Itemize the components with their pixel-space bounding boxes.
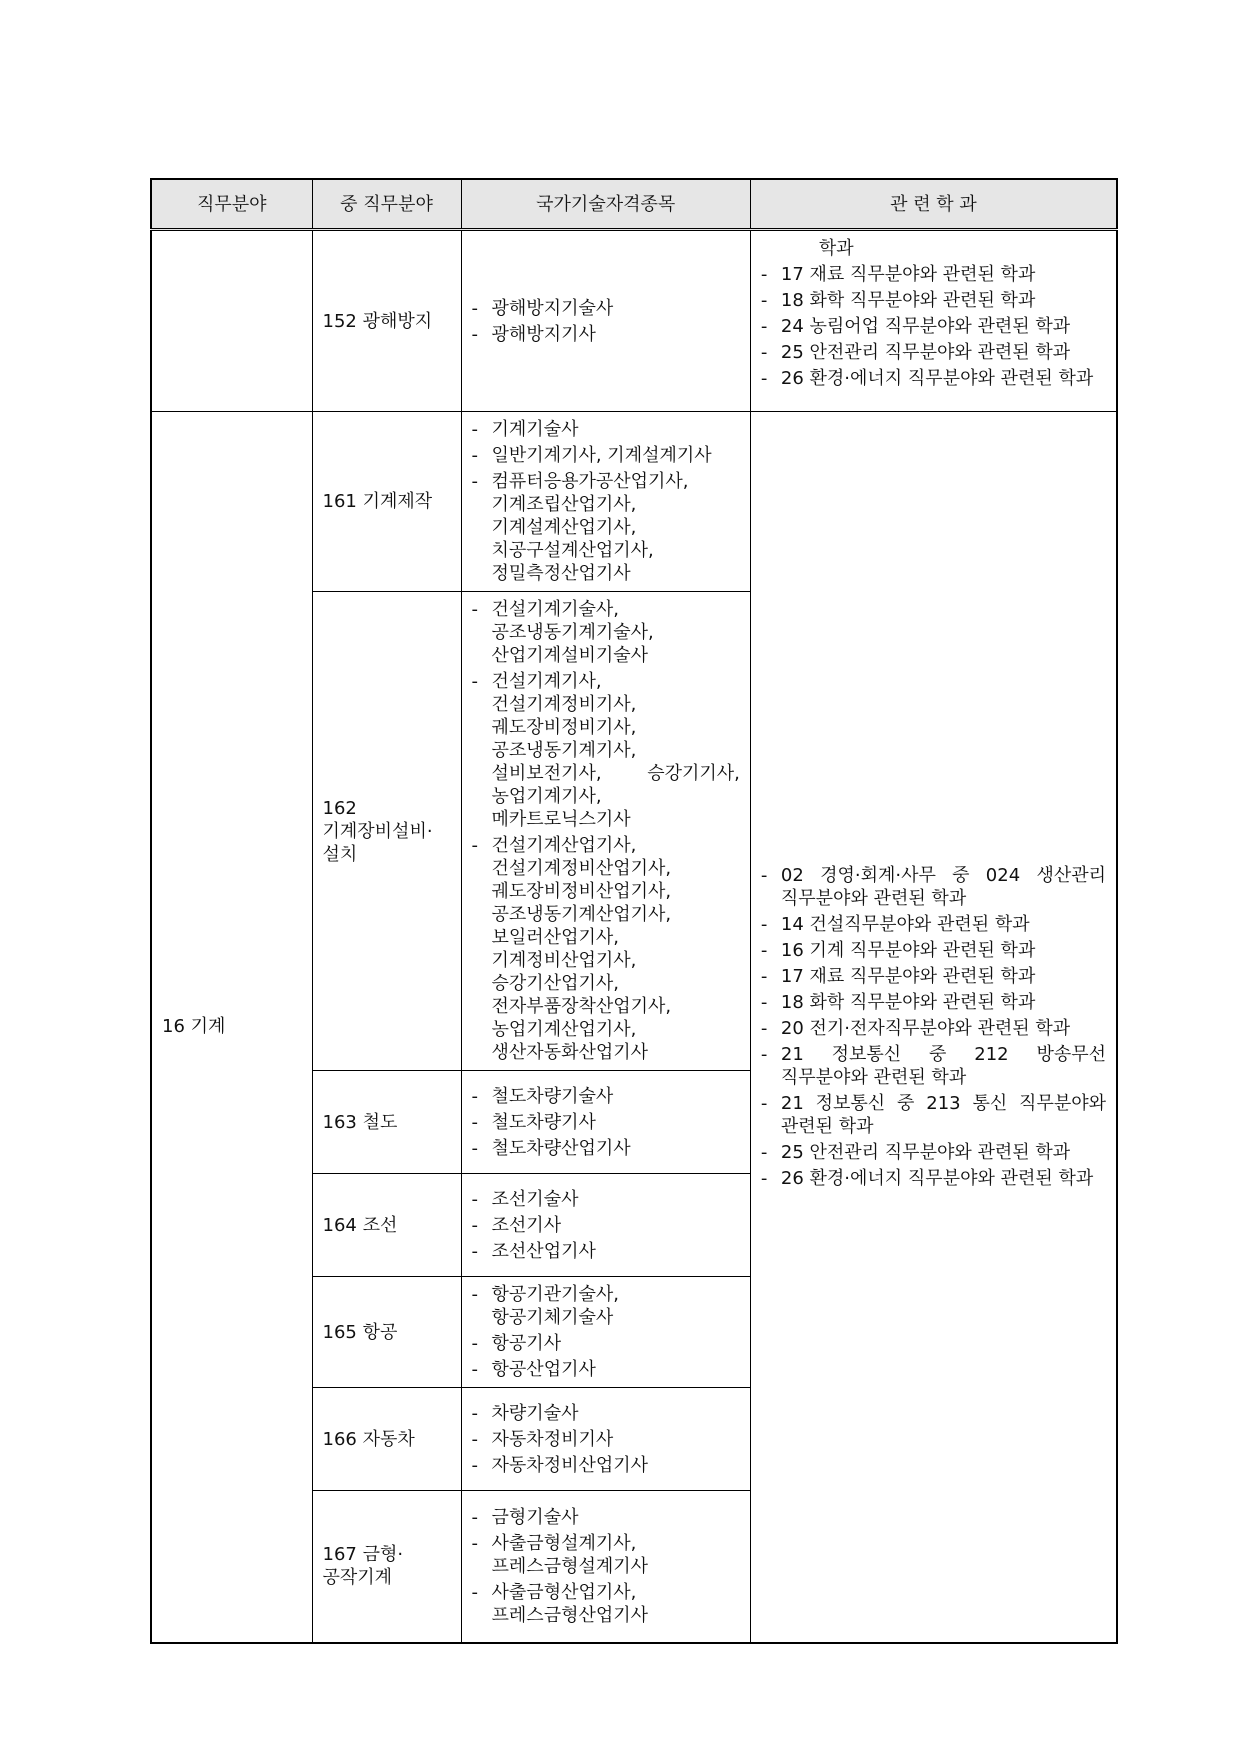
- qualifications-cell: [461, 1277, 750, 1388]
- list-item: - 항공기사: [472, 1332, 740, 1355]
- qualification-table: [150, 178, 1118, 1644]
- header-mid-field: 중 직무분야: [312, 179, 461, 230]
- header-related-depts: 관 련 학 과: [750, 179, 1117, 230]
- qualifications-cell: [461, 412, 750, 592]
- qualifications-cell: [461, 230, 750, 412]
- header-row: [151, 179, 1117, 230]
- mid-field-cell: 162 기계장비설비·설치: [312, 592, 461, 1071]
- related-depts-cell: [750, 412, 1117, 1643]
- list-item: - 건설기계기술사, 공조냉동기계기술사, 산업기계설비기술사: [472, 598, 740, 667]
- list-item: - 24 농림어업 직무분야와 관련된 학과: [761, 315, 1106, 338]
- related-depts-cell: [750, 230, 1117, 412]
- list-item: - 광해방지기사: [472, 323, 740, 346]
- qualifications-cell: [461, 1071, 750, 1174]
- list-item: - 21 정보통신 중 212 방송무선 직무분야와 관련된 학과: [761, 1043, 1106, 1089]
- list-item: - 자동차정비산업기사: [472, 1454, 740, 1477]
- list-item: - 26 환경·에너지 직무분야와 관련된 학과: [761, 1167, 1106, 1190]
- job-field-cell: 16 기계: [151, 412, 312, 1643]
- list-item: - 금형기술사: [472, 1506, 740, 1529]
- list-item: - 조선기사: [472, 1214, 740, 1237]
- list-item: - 사출금형설계기사, 프레스금형설계기사: [472, 1532, 740, 1578]
- mid-field-cell: 166 자동차: [312, 1388, 461, 1491]
- list-item: - 26 환경·에너지 직무분야와 관련된 학과: [761, 367, 1106, 390]
- list-item: - 18 화학 직무분야와 관련된 학과: [761, 991, 1106, 1014]
- mid-field-cell: 165 항공: [312, 1277, 461, 1388]
- mid-field-cell: 152 광해방지: [312, 230, 461, 412]
- header-job-field: 직무분야: [151, 179, 312, 230]
- list-item: - 02 경영·회계·사무 중 024 생산관리 직무분야와 관련된 학과: [761, 864, 1106, 910]
- list-item: - 21 정보통신 중 213 통신 직무분야와 관련된 학과: [761, 1092, 1106, 1138]
- list-item: - 자동차정비기사: [472, 1428, 740, 1451]
- list-item: - 기계기술사: [472, 418, 740, 441]
- list-item: - 차량기술사: [472, 1402, 740, 1425]
- list-item: - 항공기관기술사, 항공기체기술사: [472, 1283, 740, 1329]
- list-item: - 20 전기·전자직무분야와 관련된 학과: [761, 1017, 1106, 1040]
- list-item: - 조선기술사: [472, 1188, 740, 1211]
- header-qualifications: 국가기술자격종목: [461, 179, 750, 230]
- list-item: - 철도차량기사: [472, 1111, 740, 1134]
- table-row: [151, 230, 1117, 412]
- list-item: - 17 재료 직무분야와 관련된 학과: [761, 965, 1106, 988]
- list-item: - 14 건설직무분야와 관련된 학과: [761, 913, 1106, 936]
- list-item: - 일반기계기사, 기계설계기사: [472, 444, 740, 467]
- qualifications-cell: [461, 1174, 750, 1277]
- mid-field-cell: 167 금형·공작기계: [312, 1491, 461, 1643]
- list-item: - 항공산업기사: [472, 1358, 740, 1381]
- list-item: - 광해방지기술사: [472, 297, 740, 320]
- qualifications-cell: [461, 1491, 750, 1643]
- list-item: - 16 기계 직무분야와 관련된 학과: [761, 939, 1106, 962]
- table-row: [151, 412, 1117, 592]
- list-item: - 철도차량기술사: [472, 1085, 740, 1108]
- list-item: - 25 안전관리 직무분야와 관련된 학과: [761, 1141, 1106, 1164]
- list-item: - 사출금형산업기사, 프레스금형산업기사: [472, 1581, 740, 1627]
- mid-field-cell: 164 조선: [312, 1174, 461, 1277]
- qualifications-cell: [461, 592, 750, 1071]
- mid-field-cell: 163 철도: [312, 1071, 461, 1174]
- mid-field-cell: 161 기계제작: [312, 412, 461, 592]
- list-item: - 철도차량산업기사: [472, 1137, 740, 1160]
- list-item: - 건설기계기사, 건설기계정비기사, 궤도장비정비기사, 공조냉동기계기사, 설비보전기사, 승강기기사, 농업기계기사, 메카트로닉스기사: [472, 670, 740, 831]
- list-item: - 조선산업기사: [472, 1240, 740, 1263]
- list-item: - 17 재료 직무분야와 관련된 학과: [761, 263, 1106, 286]
- list-item: - 건설기계산업기사, 건설기계정비산업기사, 궤도장비정비산업기사, 공조냉동기계산업기사, 보일러산업기사, 기계정비산업기사, 승강기산업기사, 전자부품장착산업기사, 농업기계산업기사, 생산자동화산업기사: [472, 834, 740, 1064]
- list-item: - 18 화학 직무분야와 관련된 학과: [761, 289, 1106, 312]
- qualifications-cell: [461, 1388, 750, 1491]
- job-field-cell: [151, 230, 312, 412]
- list-item: 학과: [818, 238, 854, 259]
- list-item: - 컴퓨터응용가공산업기사, 기계조립산업기사, 기계설계산업기사, 치공구설계산업기사, 정밀측정산업기사: [472, 470, 740, 585]
- list-item: - 25 안전관리 직무분야와 관련된 학과: [761, 341, 1106, 364]
